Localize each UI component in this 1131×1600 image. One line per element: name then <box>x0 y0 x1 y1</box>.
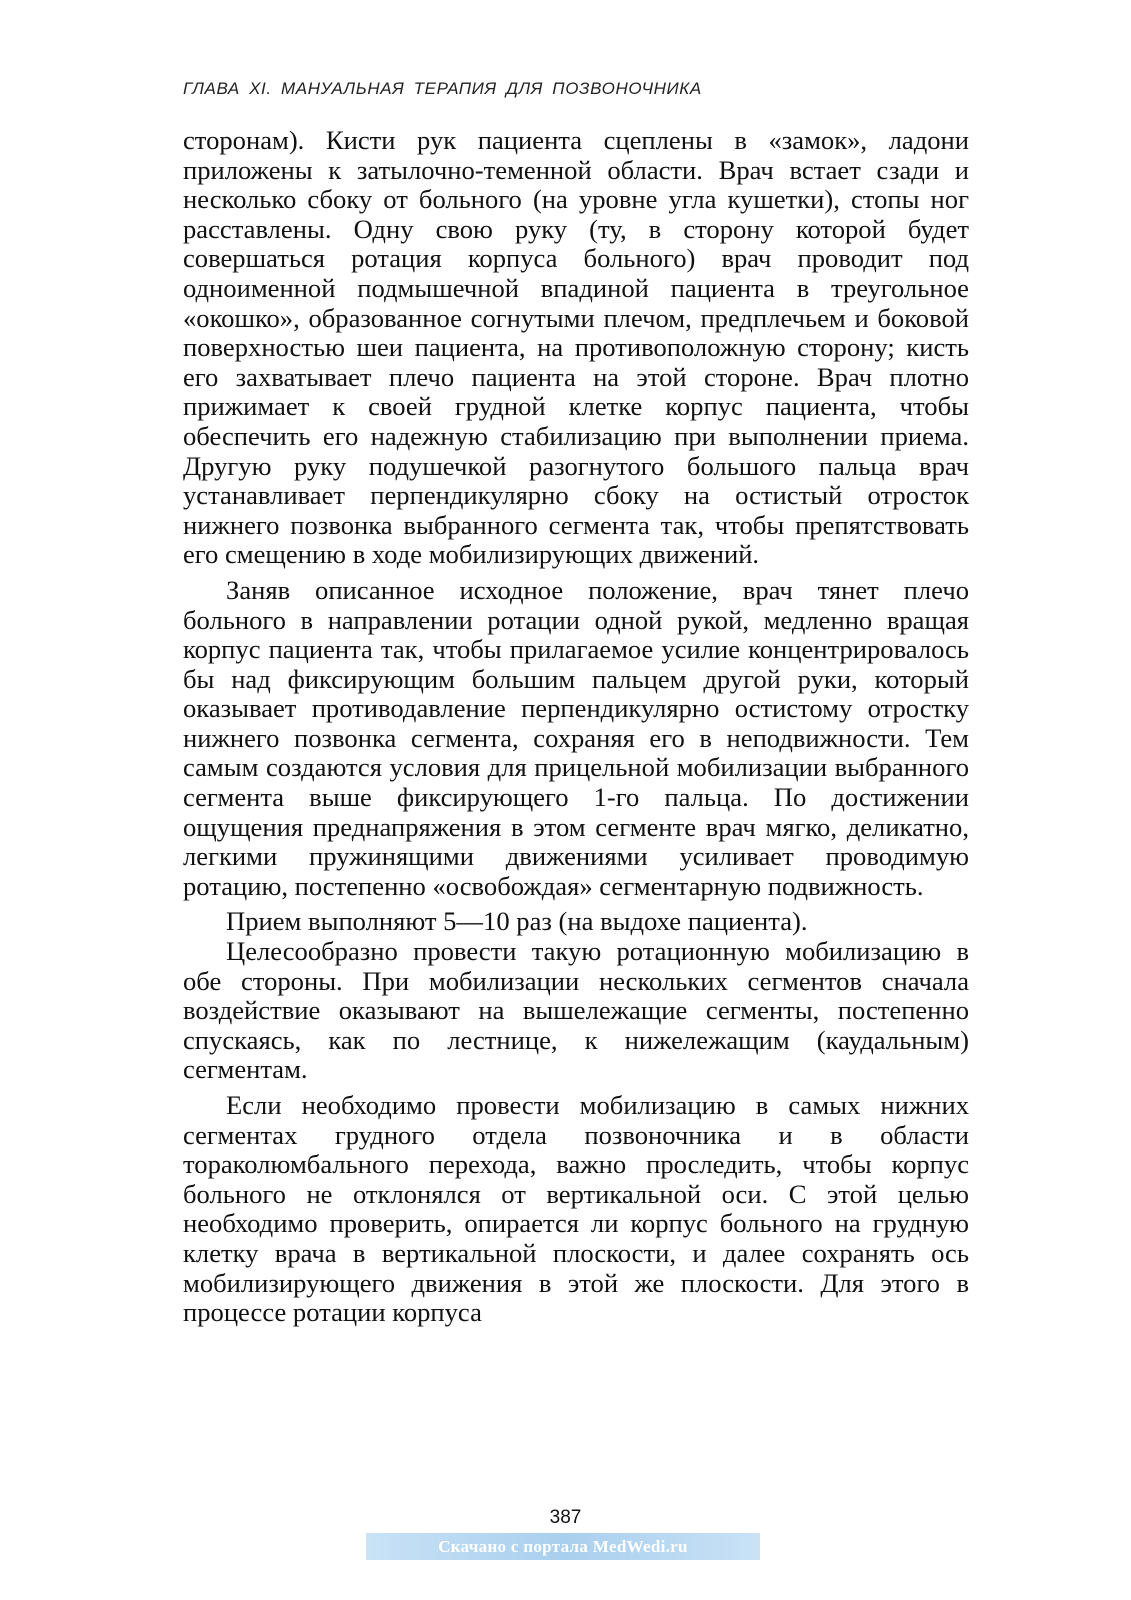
paragraph: Прием выполняют 5—10 раз (на выдохе пациента). <box>226 906 808 937</box>
paragraph: сторонам). Кисти рук пациента сцеплены в «замок», ладони приложены к затылочно-теменной области. Врач встает сзади и несколько сбоку от больного (на уровне угла кушетки), стопы ног расставлены. Одну свою руку (ту, в сторону которой будет совершаться ротация корпуса больного) врач проводит под одноименной подмышечной впадиной пациента в треугольное «окошко», образованное согнутыми плечом, предплечьем и боковой поверхностью шеи пациента, на противоположную сторону; кисть его захватывает плечо пациента на этой стороне. Врач плотно прижимает к своей грудной клетке корпус пациента, чтобы обеспечить его надежную стабилизацию при выполнении приема. Другую руку подушечкой разогнутого большого пальца врач устанавливает перпендикулярно сбоку на остистый отросток нижнего позвонка выбранного сегмента так, чтобы препятствовать его смещению в ходе мобилизирующих движений. <box>183 125 969 570</box>
paragraph: Целесообразно провести такую ротационную мобилизацию в обе стороны. При мобилизации нескольких сегментов сначала воздействие оказывают на вышележащие сегменты, постепенно спускаясь, как по лестнице, к нижележащим (каудальным) сегментам. <box>183 936 969 1085</box>
body-text <box>183 126 969 1328</box>
paragraph: Заняв описанное исходное положение, врач тянет плечо больного в направлении ротации одной рукой, медленно вращая корпус пациента так, чтобы прилагаемое усилие концентрировалось бы над фиксирующим большим пальцем другой руки, который оказывает противодавление перпендикулярно остистому отростку нижнего позвонка сегмента, сохраняя его в неподвижности. Тем самым создаются условия для прицельной мобилизации выбранного сегмента выше фиксирующего 1-го пальца. По достижении ощущения преднапряжения в этом сегменте врач мягко, деликатно, легкими пружинящими движениями усиливает проводимую ротацию, постепенно «освобождая» сегментарную подвижность. <box>183 574 969 901</box>
running-head: ГЛАВА XI. МАНУАЛЬНАЯ ТЕРАПИЯ ДЛЯ ПОЗВОНОЧНИКА <box>183 79 702 98</box>
paragraph: Если необходимо провести мобилизацию в самых нижних сегментах грудного отдела позвоночника и в области тораколюмбального перехода, важно проследить, чтобы корпус больного не отклонялся от вертикальной оси. С этой целью необходимо проверить, опирается ли корпус больного на грудную клетку врача в вертикальной плоскости, и далее сохранять ось мобилизирующего движения в этой же плоскости. Для этого в процессе ротации корпуса <box>183 1090 969 1328</box>
watermark-banner: Скачано с портала MedWedi.ru <box>366 1533 760 1560</box>
page-number: 387 <box>549 1507 582 1528</box>
